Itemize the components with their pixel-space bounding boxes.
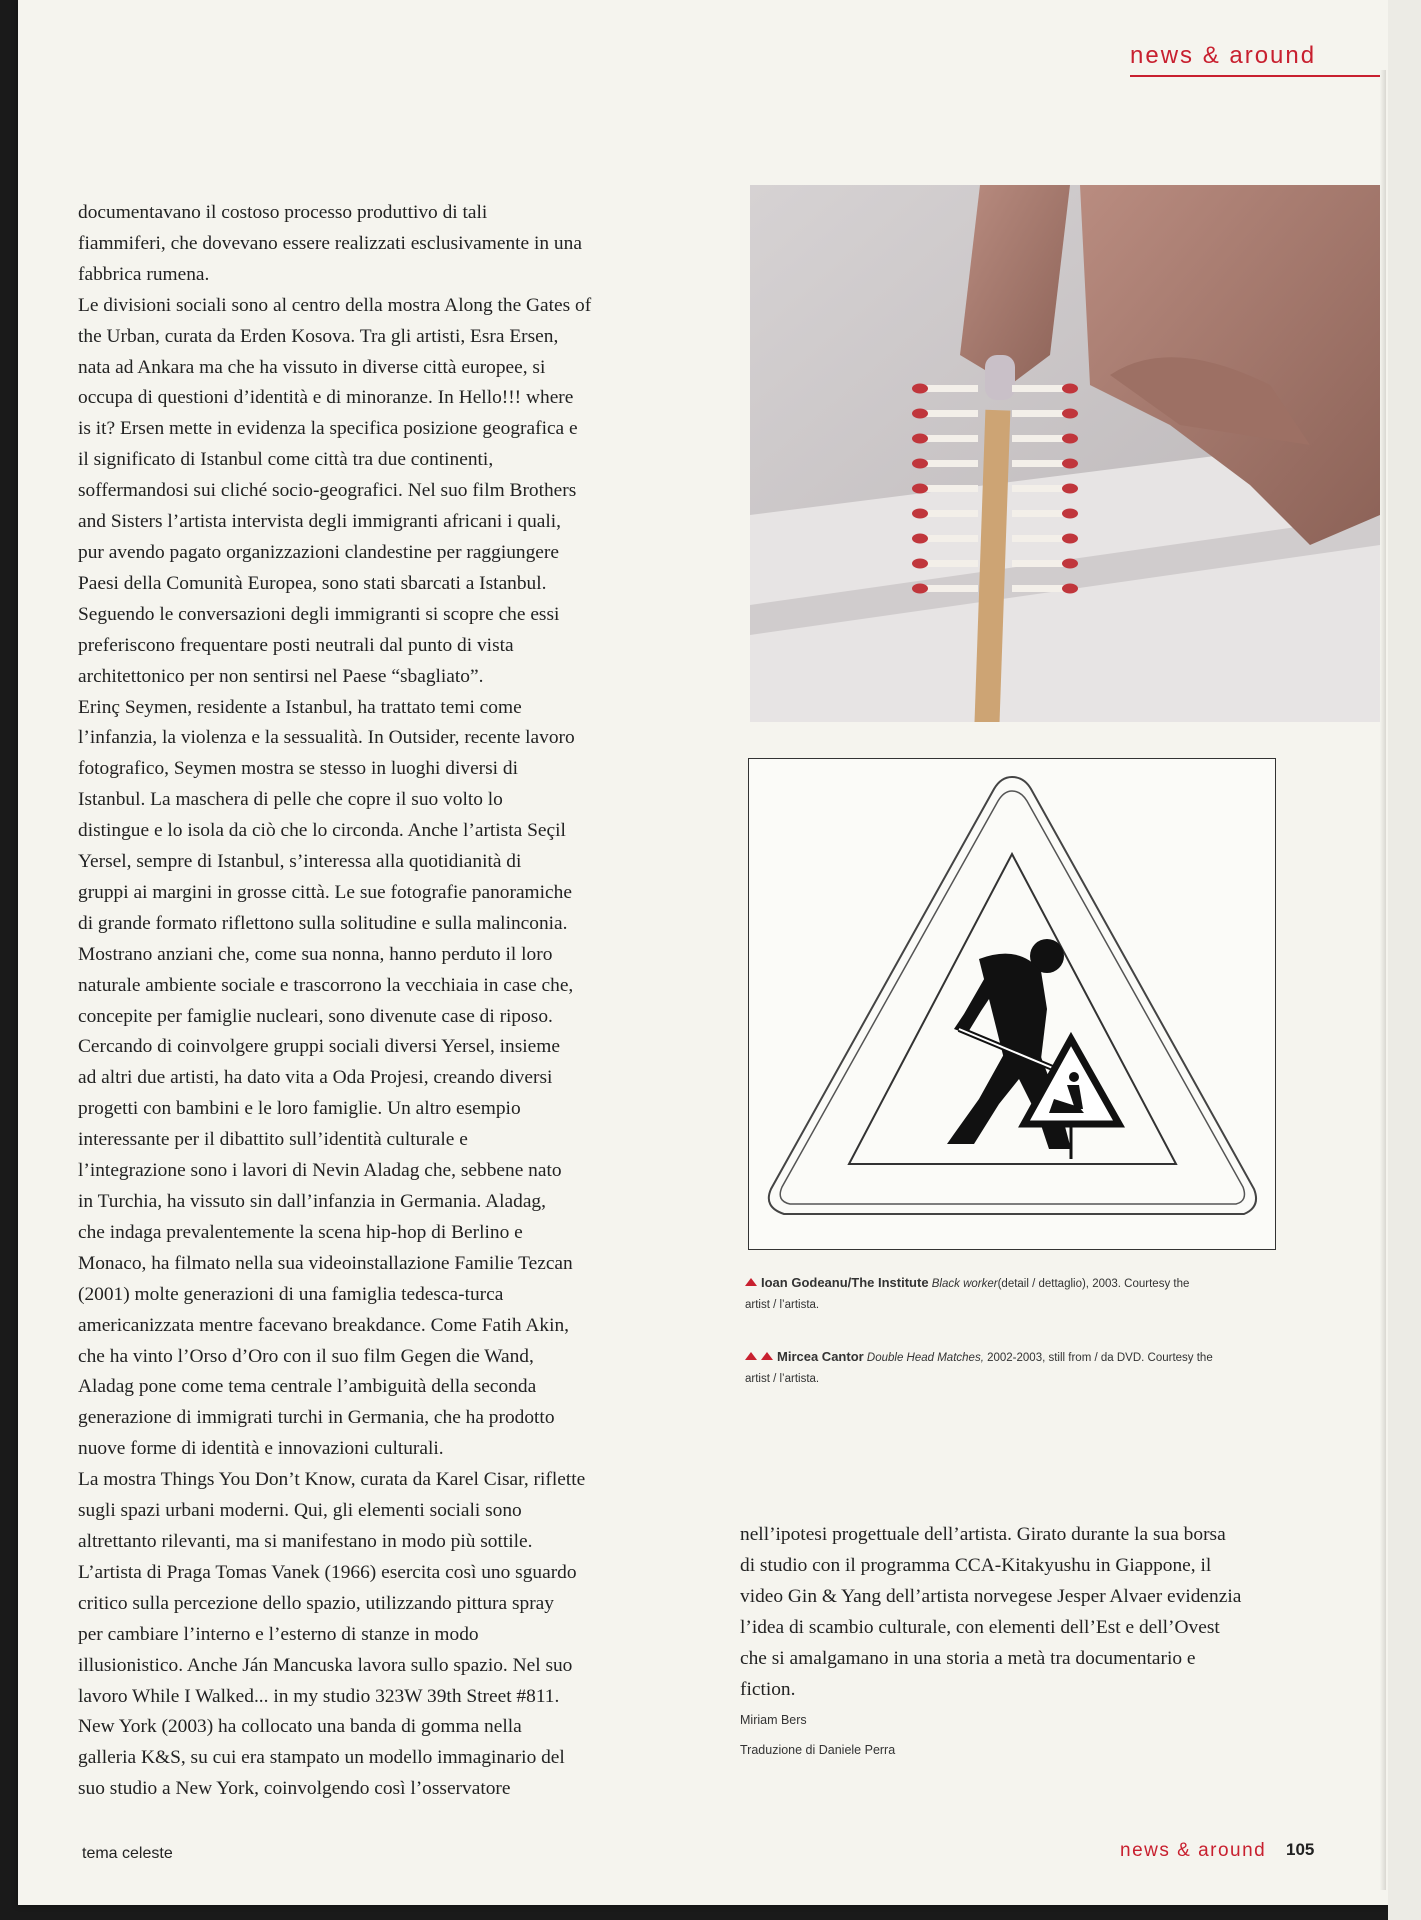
text-line: nata ad Ankara ma che ha vissuto in diverse città europee, si xyxy=(78,356,546,378)
text-line: progetti con bambini e le loro famiglie. Un altro esempio xyxy=(78,1098,521,1120)
text-line: che ha vinto l’Orso d’Oro con il suo film Gegen die Wand, xyxy=(78,1345,534,1367)
page-gutter xyxy=(1380,70,1386,1890)
text-line: and Sisters l’artista intervista degli immigranti africani i quali, xyxy=(78,511,562,533)
caption-details-line2: artist / l’artista. xyxy=(745,1373,820,1385)
text-line: ad altri due artisti, ha dato vita a Oda Projesi, creando diversi xyxy=(78,1067,553,1089)
text-line: galleria K&S, su cui era stampato un modello immaginario del xyxy=(78,1747,565,1769)
text-line: occupa di questioni d’identità e di minoranze. In Hello!!! where xyxy=(78,387,574,409)
text-line: altrettanto rilevanti, ma si manifestano in modo più sottile. xyxy=(78,1530,533,1552)
text-line: nell’ipotesi progettuale dell’artista. Girato durante la sua borsa xyxy=(740,1524,1226,1545)
text-line: in Turchia, ha vissuto sin dall’infanzia in Germania. Aladag, xyxy=(78,1191,546,1212)
text-line: video Gin & Yang dell’artista norvegese Jesper Alvaer evidenzia xyxy=(740,1585,1242,1607)
black-worker-artwork xyxy=(748,758,1276,1250)
caption-double-head-matches xyxy=(745,1346,1305,1390)
text-line: sugli spazi urbani moderni. Qui, gli elementi sociali sono xyxy=(78,1500,522,1522)
text-line: the Urban, curata da Erden Kosova. Tra gli artisti, Esra Ersen, xyxy=(78,325,559,347)
footer-magazine-name: tema celeste xyxy=(82,1845,173,1862)
text-line: di grande formato riflettono sulla solitudine e sulla malinconia. xyxy=(78,912,568,934)
text-line: americanizzata mentre facevano breakdance. Come Fatih Akin, xyxy=(78,1314,569,1336)
text-line: lavoro While I Walked... in my studio 323W 39th Street #811. xyxy=(78,1685,560,1707)
text-line: illusionistico. Anche Ján Mancuska lavora sullo spazio. Nel suo xyxy=(78,1654,573,1676)
caption-artist: Mircea Cantor xyxy=(777,1349,864,1364)
caption-details: 2002-2003, still from / da DVD. Courtesy the xyxy=(987,1352,1213,1364)
text-line: distingue e lo isola da ciò che lo circonda. Anche l’artista Seçil xyxy=(78,820,566,842)
triangle-marker-icon xyxy=(761,1352,773,1360)
text-line: gruppi ai margini in grosse città. Le sue fotografie panoramiche xyxy=(78,881,572,903)
text-line: Erinç Seymen, residente a Istanbul, ha trattato temi come xyxy=(78,696,522,718)
triangle-marker-icon xyxy=(745,1278,757,1286)
text-line: Cercando di coinvolgere gruppi sociali diversi Yersel, insieme xyxy=(78,1036,560,1058)
caption-details: (detail / dettaglio), 2003. Courtesy the xyxy=(997,1278,1190,1290)
header-rule xyxy=(1130,75,1380,77)
text-line: il significato di Istanbul come città tra due continenti, xyxy=(78,449,494,471)
text-line: per cambiare l’interno e l’esterno di stanze in modo xyxy=(78,1623,479,1645)
text-line: documentavano il costoso processo produttivo di tali xyxy=(78,202,488,223)
text-line: che si amalgamano in una storia a metà tra documentario e xyxy=(740,1647,1196,1669)
text-line: New York (2003) ha collocato una banda di gomma nella xyxy=(78,1716,522,1738)
text-line: preferiscono frequentare posti neutrali dal punto di vista xyxy=(78,634,514,656)
text-line: L’artista di Praga Tomas Vanek (1966) esercita così uno sguardo xyxy=(78,1561,577,1583)
caption-artist: Ioan Godeanu/The Institute xyxy=(761,1275,929,1290)
left-text-column xyxy=(78,198,710,1805)
page-number: 105 xyxy=(1286,1840,1315,1859)
text-line: architettonico per non sentirsi nel Paese “sbagliato”. xyxy=(78,665,484,687)
matches-photo xyxy=(750,185,1380,722)
text-line: generazione di immigrati turchi in Germania, che ha prodotto xyxy=(78,1407,555,1429)
text-line: nuove forme di identità e innovazioni culturali. xyxy=(78,1438,444,1460)
text-line: l’integrazione sono i lavori di Nevin Aladag che, sebbene nato xyxy=(78,1160,562,1182)
text-line: suo studio a New York, coinvolgendo così l’osservatore xyxy=(78,1778,511,1800)
text-line: concepite per famiglie nucleari, sono divenute case di riposo. xyxy=(78,1005,553,1027)
right-text-column xyxy=(740,1520,1300,1765)
triangle-marker-icon xyxy=(745,1352,757,1360)
footer-section: news & around xyxy=(1120,1840,1267,1861)
caption-details-line2: artist / l’artista. xyxy=(745,1299,820,1311)
text-line: (2001) molte generazioni di una famiglia tedesca-turca xyxy=(78,1283,504,1305)
translator-credit: Traduzione di Daniele Perra xyxy=(740,1743,896,1758)
text-line: pur avendo pagato organizzazioni clandestine per raggiungere xyxy=(78,541,559,563)
text-line: Paesi della Comunità Europea, sono stati sbarcati a Istanbul. xyxy=(78,572,547,594)
text-line: naturale ambiente sociale e trascorrono la vecchiaia in case che, xyxy=(78,974,574,996)
text-line: Istanbul. La maschera di pelle che copre il suo volto lo xyxy=(78,789,503,811)
author-signature: Miriam Bers xyxy=(740,1713,807,1728)
text-line: l’infanzia, la violenza e la sessualità. In Outsider, recente lavoro xyxy=(78,727,575,749)
text-line: fiction. xyxy=(740,1678,796,1700)
caption-title: Double Head Matches, xyxy=(866,1352,984,1364)
caption-title: Black worker xyxy=(931,1278,998,1290)
next-page-edge xyxy=(1388,0,1421,1920)
text-line: Seguendo le conversazioni degli immigranti si scopre che essi xyxy=(78,603,560,625)
text-line: Mostrano anziani che, come sua nonna, hanno perduto il loro xyxy=(78,943,553,965)
text-line: Aladag pone come tema centrale l’ambiguità della seconda xyxy=(78,1376,537,1398)
text-line: soffermandosi sui cliché socio-geografici. Nel suo film Brothers xyxy=(78,480,577,502)
text-line: Yersel, sempre di Istanbul, s’interessa alla quotidianità di xyxy=(78,851,522,873)
text-line: Monaco, ha filmato nella sua videoinstallazione Familie Tezcan xyxy=(78,1252,573,1274)
text-line: che indaga prevalentemente la scena hip-hop di Berlino e xyxy=(78,1221,523,1243)
text-line: fabbrica rumena. xyxy=(78,263,210,285)
text-line: l’idea di scambio culturale, con elementi dell’Est e dell’Ovest xyxy=(740,1616,1220,1638)
text-line: Le divisioni sociali sono al centro della mostra Along the Gates of xyxy=(78,294,592,316)
section-header: news & around xyxy=(1130,42,1317,69)
text-line: di studio con il programma CCA-Kitakyushu in Giappone, il xyxy=(740,1554,1212,1576)
caption-black-worker xyxy=(745,1272,1305,1316)
text-line: critico sulla percezione dello spazio, utilizzando pittura spray xyxy=(78,1592,554,1614)
text-line: is it? Ersen mette in evidenza la specifica posizione geografica e xyxy=(78,418,578,440)
text-line: La mostra Things You Don’t Know, curata da Karel Cisar, riflette xyxy=(78,1469,586,1491)
text-line: interessante per il dibattito sull’identità culturale e xyxy=(78,1129,468,1151)
text-line: fotografico, Seymen mostra se stesso in luoghi diversi di xyxy=(78,758,518,780)
text-line: fiammiferi, che dovevano essere realizzati esclusivamente in una xyxy=(78,232,582,254)
